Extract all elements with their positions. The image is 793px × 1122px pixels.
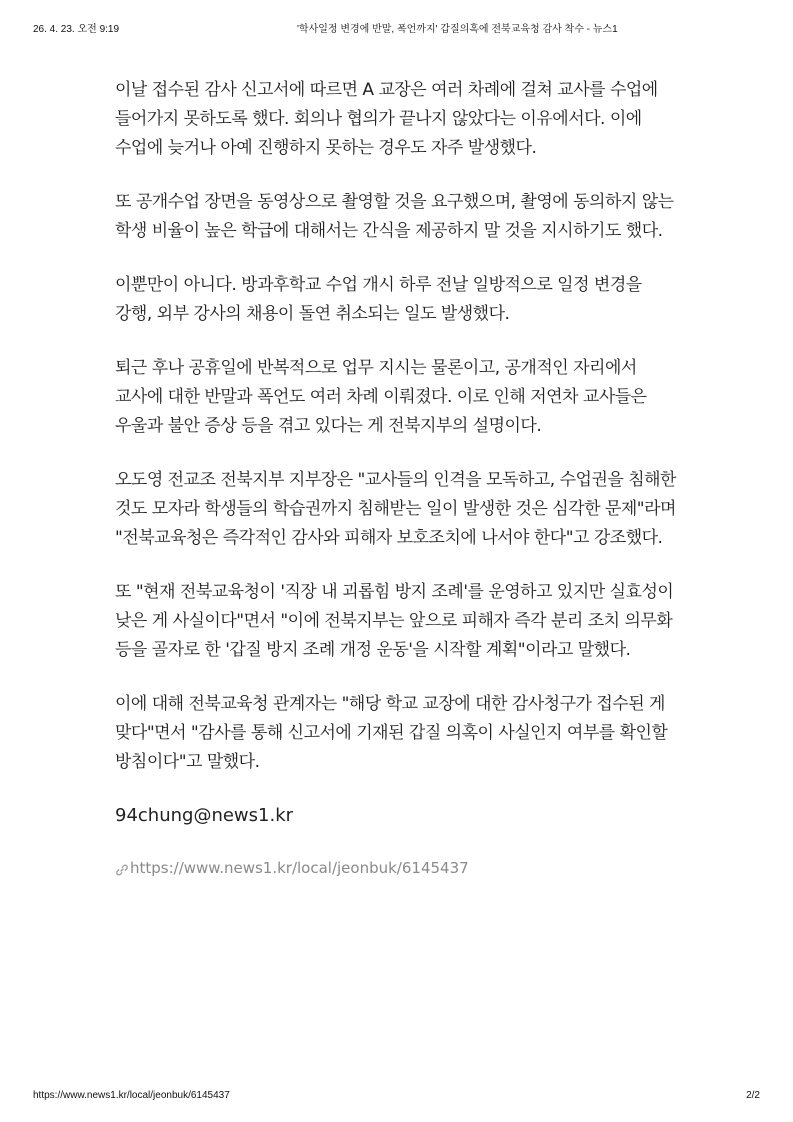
article-paragraph: 오도영 전교조 전북지부 지부장은 "교사들의 인격을 모독하고, 수업권을 침해한 것도 모자라 학생들의 학습권까지 침해받는 일이 발생한 것은 심각한 문제"라며 "전북교육청은 즉각적인 감사와 피해자 보호조치에 나서야 한다"고 강조했다. [115,470,676,548]
page-number: 2/2 [746,1090,760,1101]
article-paragraph: 퇴근 후나 공휴일에 반복적으로 업무 지시는 물론이고, 공개적인 자리에서 교사에 대한 반말과 폭언도 여러 차례 이뤄졌다. 이로 인해 저연차 교사들은 우울과 불안 증상 등을 겪고 있다는 게 전북지부의 설명이다. [115,358,647,436]
article-paragraph: 이에 대해 전북교육청 관계자는 "해당 학교 교장에 대한 감사청구가 접수된 게 맞다"면서 "감사를 통해 신고서에 기재된 갑질 의혹이 사실인지 여부를 확인할 방침이다"고 말했다. [115,694,668,772]
link-icon [115,861,129,875]
article-body [115,76,680,879]
reporter-email: 94chung@news1.kr [115,805,294,826]
print-footer [33,1090,760,1104]
print-page-title: '학사일정 변경에 반말, 폭언까지' 갑질의혹에 전북교육청 감사 착수 - 뉴스1 [297,24,618,35]
print-date: 26. 4. 23. 오전 9:19 [33,24,120,35]
print-footer-url: https://www.news1.kr/local/jeonbuk/6145437 [33,1090,230,1101]
source-link[interactable] [115,857,680,879]
article-paragraph: 이뿐만이 아니다. 방과후학교 수업 개시 하루 전날 일방적으로 일정 변경을 강행, 외부 강사의 채용이 돌연 취소되는 일도 발생했다. [115,275,642,324]
article-paragraph: 또 공개수업 장면을 동영상으로 촬영할 것을 요구했으며, 촬영에 동의하지 않는 학생 비율이 높은 학급에 대해서는 간식을 제공하지 말 것을 지시하기도 했다. [115,192,674,241]
source-link-text: https://www.news1.kr/local/jeonbuk/6145437 [130,859,469,877]
article-paragraph: 또 "현재 전북교육청이 '직장 내 괴롭힘 방지 조례'를 운영하고 있지만 실효성이 낮은 게 사실이다"면서 "이에 전북지부는 앞으로 피해자 즉각 분리 조치 의무화 등을 골자로 한 '갑질 방지 조례 개정 운동'을 시작할 계획"이라고 말했다. [115,582,674,660]
print-header [33,20,760,34]
article-paragraph: 이날 접수된 감사 신고서에 따르면 A 교장은 여러 차례에 걸쳐 교사를 수업에 들어가지 못하도록 했다. 회의나 협의가 끝나지 않았다는 이유에서다. 이에 수업에 늦거나 아예 진행하지 못하는 경우도 자주 발생했다. [115,80,658,158]
